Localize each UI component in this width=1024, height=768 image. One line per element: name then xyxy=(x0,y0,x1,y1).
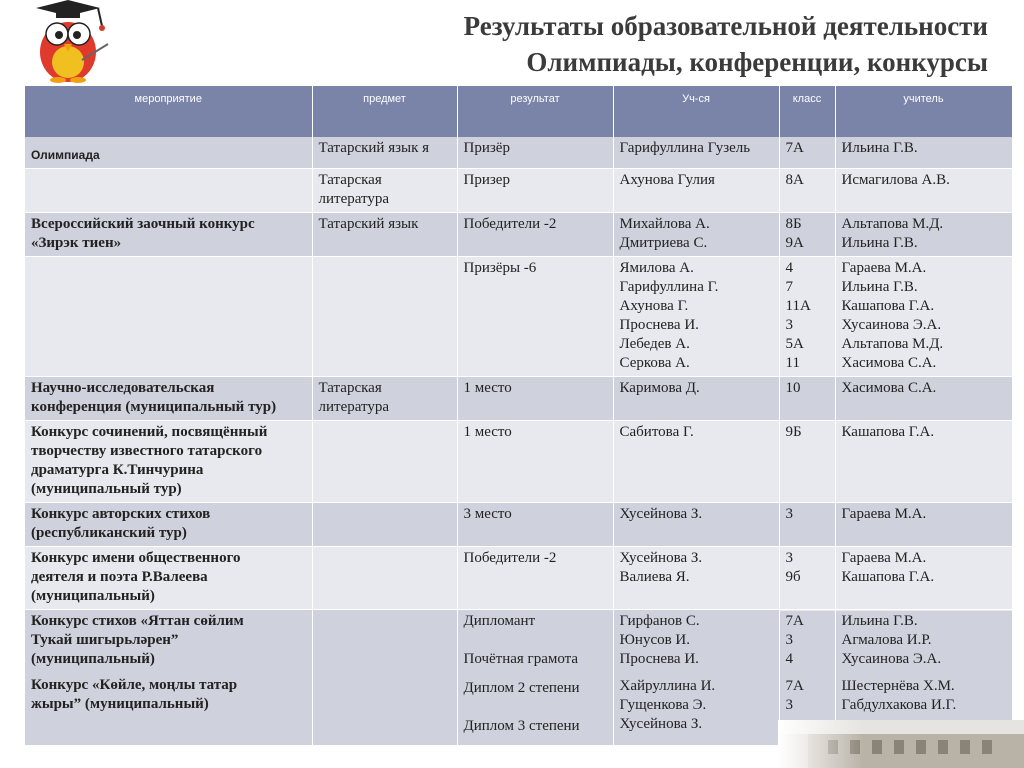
cell-event xyxy=(25,421,312,503)
result-line: Призёры -6 xyxy=(463,260,537,276)
student-name: Проснева И. xyxy=(619,317,699,333)
teacher-name: Ильина Г.В. xyxy=(841,140,918,156)
class-value: 9А xyxy=(785,235,804,251)
class-value: 7 xyxy=(785,279,793,295)
student-name: Гирфанов С. xyxy=(619,613,700,629)
cell-teacher xyxy=(835,547,1012,610)
result-line: 1 место xyxy=(463,424,512,440)
cell-student xyxy=(613,213,779,257)
event-line: (муниципальный) xyxy=(31,588,155,604)
class-value: 7А xyxy=(785,613,804,629)
table-header-row xyxy=(25,86,1012,137)
teacher-name: Гараева М.А. xyxy=(841,506,927,522)
class-value: 3 xyxy=(785,697,793,713)
subject-line: Татарский язык я xyxy=(318,140,430,156)
event-line: драматурга К.Тинчурина xyxy=(31,462,204,478)
event-line: Тукай шигырьләрен” xyxy=(31,632,179,648)
cell-subject xyxy=(312,377,457,421)
event-line: Конкурс стихов «Яттан сөйлим xyxy=(31,613,244,629)
cell-teacher xyxy=(835,137,1012,169)
cell-student xyxy=(613,610,779,746)
header-teacher: учитель xyxy=(835,86,1012,137)
school-building-photo xyxy=(778,720,1024,768)
result-line: Призер xyxy=(463,172,510,188)
student-name: Хусейнова З. xyxy=(619,716,703,732)
teacher-name: Кашапова Г.А. xyxy=(841,569,935,585)
student-name: Юнусов И. xyxy=(619,632,691,648)
cell-student xyxy=(613,421,779,503)
header-event: мероприятие xyxy=(25,86,312,137)
event-line: Конкурс имени общественного xyxy=(31,550,241,566)
teacher-name: Шестернёва Х.М. xyxy=(841,678,955,694)
teacher-name: Агмалова И.Р. xyxy=(841,632,932,648)
student-name: Гарифуллина Гузель xyxy=(619,140,751,156)
cell-class xyxy=(779,421,835,503)
cell-teacher xyxy=(835,169,1012,213)
event-line: Конкурс сочинений, посвящённый xyxy=(31,424,268,440)
cell-subject xyxy=(312,610,457,746)
class-value: 10 xyxy=(785,380,801,396)
cell-student xyxy=(613,547,779,610)
teacher-name: Альтапова М.Д. xyxy=(841,336,944,352)
page-title xyxy=(464,8,988,80)
cell-teacher xyxy=(835,503,1012,547)
class-value: 3 xyxy=(785,550,793,566)
teacher-name: Ильина Г.В. xyxy=(841,279,918,295)
subject-line: литература xyxy=(318,399,390,415)
teacher-name: Хасимова С.А. xyxy=(841,380,937,396)
cell-teacher xyxy=(835,213,1012,257)
cell-subject xyxy=(312,137,457,169)
subject-line: литература xyxy=(318,191,390,207)
table-row xyxy=(25,377,1012,421)
cell-event xyxy=(25,547,312,610)
cell-subject xyxy=(312,421,457,503)
cell-event xyxy=(25,503,312,547)
teacher-name: Хусаинова Э.А. xyxy=(841,317,942,333)
cell-class xyxy=(779,547,835,610)
cell-result xyxy=(457,257,613,377)
table-row xyxy=(25,137,1012,169)
cell-teacher xyxy=(835,421,1012,503)
cell-student xyxy=(613,503,779,547)
student-name: Дмитриева С. xyxy=(619,235,708,251)
table-body xyxy=(25,137,1012,746)
result-line: Призёр xyxy=(463,140,510,156)
subject-line: Татарская xyxy=(318,380,382,396)
class-value: 11 xyxy=(785,355,800,371)
student-name: Михайлова А. xyxy=(619,216,710,232)
student-name: Валиева Я. xyxy=(619,569,690,585)
class-value: 9б xyxy=(785,569,801,585)
table-row xyxy=(25,169,1012,213)
cell-subject xyxy=(312,169,457,213)
result-line: Диплом 2 степени xyxy=(463,680,580,696)
student-name: Хусейнова З. xyxy=(619,506,703,522)
event-line: (муниципальный) xyxy=(31,651,155,667)
event-line: «Зирэк тиен» xyxy=(31,235,122,251)
cell-subject xyxy=(312,257,457,377)
teacher-name: Альтапова М.Д. xyxy=(841,216,944,232)
event-line: Конкурс авторских стихов xyxy=(31,506,211,522)
student-name: Ахунова Г. xyxy=(619,298,689,314)
header-subject: предмет xyxy=(312,86,457,137)
cell-result xyxy=(457,421,613,503)
cell-class xyxy=(779,213,835,257)
cell-event xyxy=(25,169,312,213)
table-row xyxy=(25,421,1012,503)
owl-mascot-logo-icon xyxy=(22,0,112,84)
cell-class xyxy=(779,137,835,169)
student-name: Серкова А. xyxy=(619,355,690,371)
event-line: Научно-исследовательская xyxy=(31,380,215,396)
cell-event xyxy=(25,137,312,169)
result-line: Победители -2 xyxy=(463,550,557,566)
teacher-name: Гараева М.А. xyxy=(841,260,927,276)
class-value: 7А xyxy=(785,678,804,694)
cell-subject xyxy=(312,503,457,547)
result-line: Диплом 3 степени xyxy=(463,718,580,734)
result-line: Победители -2 xyxy=(463,216,557,232)
teacher-name: Кашапова Г.А. xyxy=(841,424,935,440)
table-row xyxy=(25,547,1012,610)
cell-student xyxy=(613,169,779,213)
result-line: 3 место xyxy=(463,506,512,522)
subject-line: Татарская xyxy=(318,172,382,188)
class-value: 3 xyxy=(785,632,793,648)
cell-student xyxy=(613,137,779,169)
cell-result xyxy=(457,213,613,257)
student-name: Хайруллина И. xyxy=(619,678,716,694)
class-value: 4 xyxy=(785,260,793,276)
cell-event xyxy=(25,213,312,257)
cell-teacher xyxy=(835,257,1012,377)
cell-result xyxy=(457,503,613,547)
event-line: конференция (муниципальный тур) xyxy=(31,399,277,415)
class-value: 9Б xyxy=(785,424,802,440)
teacher-name: Гараева М.А. xyxy=(841,550,927,566)
student-name: Гарифуллина Г. xyxy=(619,279,719,295)
teacher-name: Ильина Г.В. xyxy=(841,235,918,251)
cell-student xyxy=(613,377,779,421)
cell-class xyxy=(779,503,835,547)
event-line: жыры” (муниципальный) xyxy=(31,696,209,712)
student-name: Ямилова А. xyxy=(619,260,694,276)
table-row xyxy=(25,503,1012,547)
class-value: 5А xyxy=(785,336,804,352)
student-name: Сабитова Г. xyxy=(619,424,694,440)
cell-class xyxy=(779,377,835,421)
blank-line xyxy=(464,631,607,650)
cell-teacher xyxy=(835,377,1012,421)
cell-result xyxy=(457,610,613,746)
cell-result xyxy=(457,137,613,169)
table-row xyxy=(25,257,1012,377)
cell-event xyxy=(25,377,312,421)
cell-result xyxy=(457,377,613,421)
student-name: Хусейнова З. xyxy=(619,550,703,566)
cell-event xyxy=(25,257,312,377)
result-line: 1 место xyxy=(463,380,512,396)
header-student: Уч-ся xyxy=(613,86,779,137)
event-line: (республиканский тур) xyxy=(31,525,187,541)
event-line: Конкурс «Көйле, моңлы татар xyxy=(31,677,238,693)
student-name: Ахунова Гулия xyxy=(619,172,715,188)
teacher-name: Габдулхакова И.Г. xyxy=(841,697,957,713)
result-line: Почётная грамота xyxy=(463,651,579,667)
student-name: Проснева И. xyxy=(619,651,699,667)
cell-subject xyxy=(312,213,457,257)
title-line-2: Олимпиады, конференции, конкурсы xyxy=(526,47,988,77)
class-value: 8А xyxy=(785,172,804,188)
class-value: 11А xyxy=(785,298,811,314)
cell-class xyxy=(779,257,835,377)
table-row xyxy=(25,213,1012,257)
results-table xyxy=(25,86,1013,746)
cell-result xyxy=(457,547,613,610)
cell-class xyxy=(779,169,835,213)
student-name: Лебедев А. xyxy=(619,336,690,352)
event-line: Всероссийский заочный конкурс xyxy=(31,216,255,232)
teacher-name: Исмагилова А.В. xyxy=(841,172,950,188)
header-result: результат xyxy=(457,86,613,137)
class-value: 3 xyxy=(785,317,793,333)
cell-student xyxy=(613,257,779,377)
student-name: Гущенкова Э. xyxy=(619,697,707,713)
teacher-name: Хусаинова Э.А. xyxy=(841,651,942,667)
cell-result xyxy=(457,169,613,213)
cell-subject xyxy=(312,547,457,610)
blank-line xyxy=(464,698,607,717)
title-line-1: Результаты образовательной деятельности xyxy=(463,11,988,41)
class-value: 4 xyxy=(785,651,793,667)
class-value: 3 xyxy=(785,506,793,522)
result-line: Дипломант xyxy=(463,613,536,629)
teacher-name: Ильина Г.В. xyxy=(841,613,918,629)
teacher-name: Хасимова С.А. xyxy=(841,355,937,371)
teacher-name: Кашапова Г.А. xyxy=(841,298,935,314)
header-class: класс xyxy=(779,86,835,137)
class-value: 8Б xyxy=(785,216,802,232)
subject-line: Татарский язык xyxy=(318,216,419,232)
class-value: 7А xyxy=(785,140,804,156)
event-line: Олимпиада xyxy=(31,148,100,162)
event-line: творчеству известного татарского xyxy=(31,443,263,459)
event-line: (муниципальный тур) xyxy=(31,481,182,497)
event-line: деятеля и поэта Р.Валеева xyxy=(31,569,208,585)
student-name: Каримова Д. xyxy=(619,380,700,396)
cell-event xyxy=(25,610,312,746)
